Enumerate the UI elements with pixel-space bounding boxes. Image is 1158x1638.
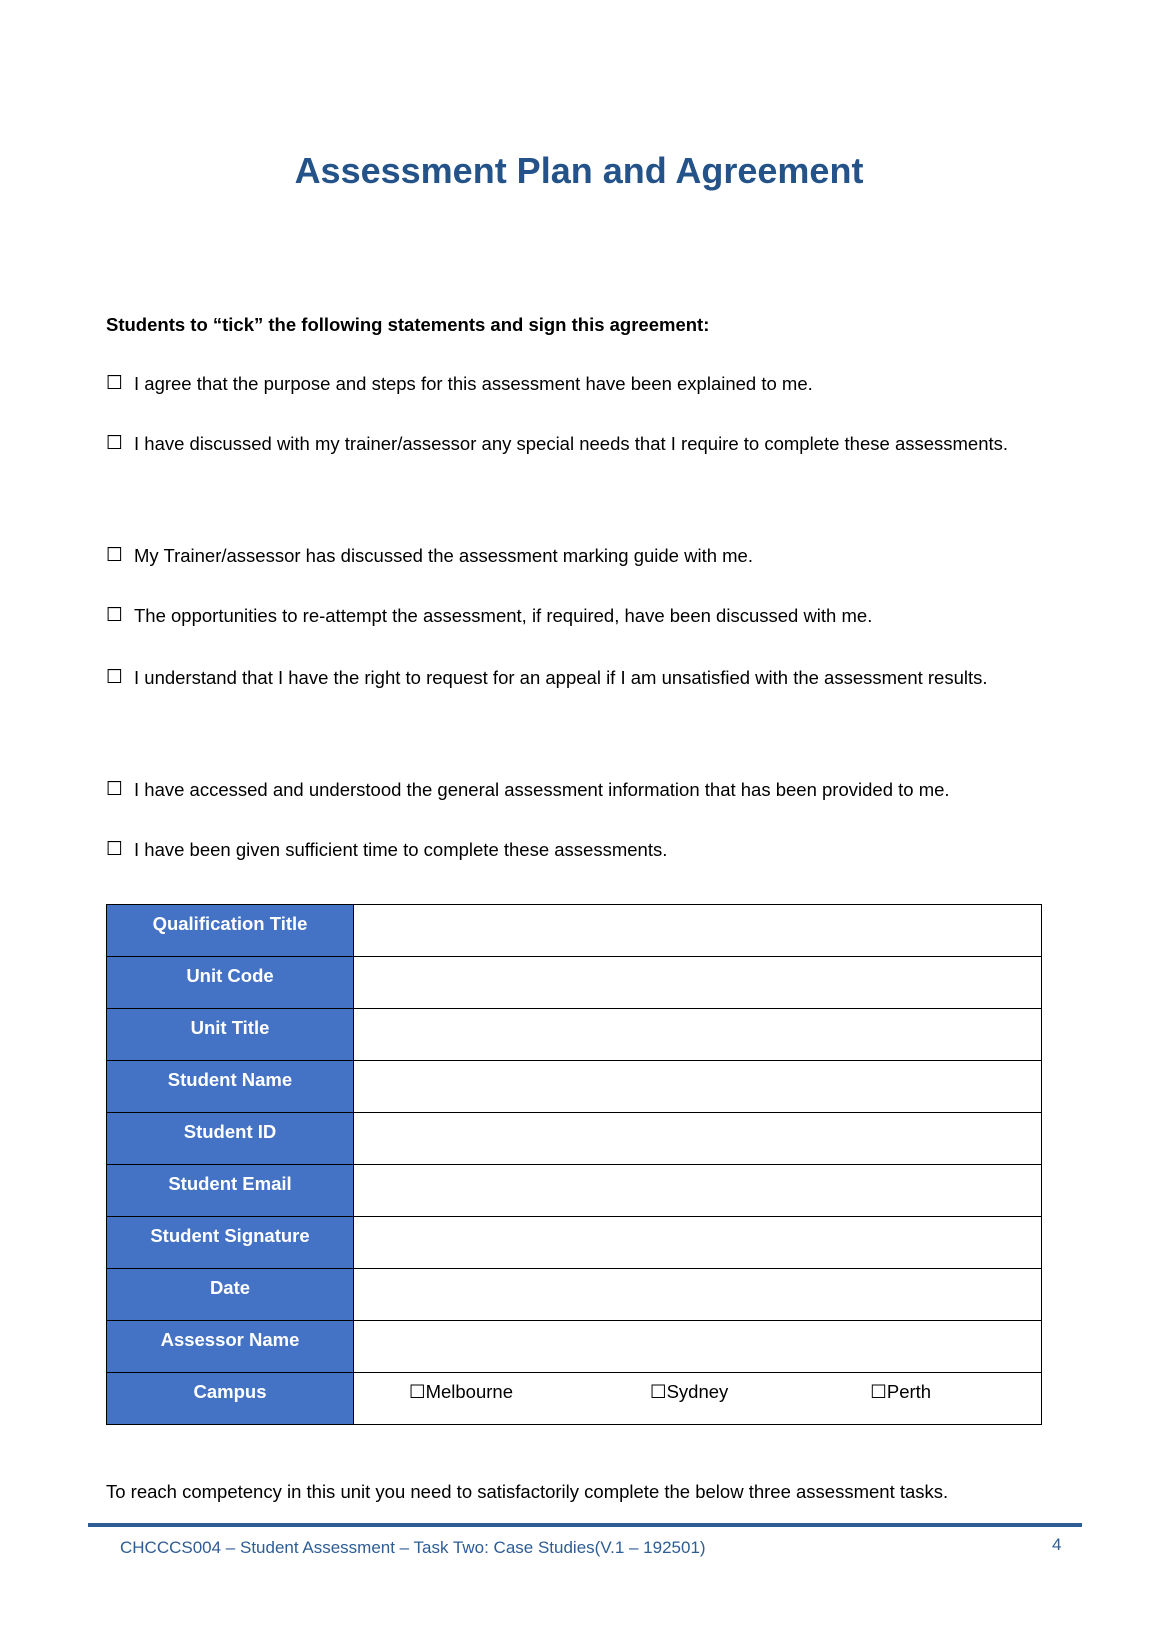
- assessor-name-label: Assessor Name: [107, 1321, 354, 1373]
- student-signature-field[interactable]: [354, 1217, 1042, 1269]
- footer-divider: [88, 1523, 1082, 1527]
- table-row: [107, 1373, 1042, 1425]
- student-signature-label: Student Signature: [107, 1217, 354, 1269]
- table-row: [107, 1217, 1042, 1269]
- checkbox[interactable]: ☐: [106, 779, 124, 800]
- campus-options: [354, 1373, 1042, 1425]
- student-email-field[interactable]: [354, 1165, 1042, 1217]
- campus-label: Campus: [107, 1373, 354, 1425]
- unit-code-field[interactable]: [354, 957, 1042, 1009]
- campus-option-sydney[interactable]: ☐Sydney: [650, 1381, 729, 1402]
- statement-text: I have discussed with my trainer/assessor any special needs that I require to complete these assessments.: [134, 433, 1009, 454]
- statement-text: The opportunities to re-attempt the assessment, if required, have been discussed with me.: [134, 605, 873, 626]
- table-row: [107, 1321, 1042, 1373]
- student-details-table: [106, 904, 1042, 1425]
- table-row: [107, 1113, 1042, 1165]
- checkbox[interactable]: ☐: [106, 545, 124, 566]
- agreement-statement: [106, 764, 1052, 816]
- table-row: [107, 1165, 1042, 1217]
- statement-text: I understand that I have the right to request for an appeal if I am unsatisfied with the assessment results.: [134, 667, 988, 688]
- student-id-field[interactable]: [354, 1113, 1042, 1165]
- unit-code-label: Unit Code: [107, 957, 354, 1009]
- date-label: Date: [107, 1269, 354, 1321]
- statement-text: My Trainer/assessor has discussed the assessment marking guide with me.: [134, 545, 753, 566]
- table-row: [107, 905, 1042, 957]
- statement-text: I have accessed and understood the general assessment information that has been provided to me.: [134, 779, 950, 800]
- unit-title-field[interactable]: [354, 1009, 1042, 1061]
- agreement-statement: [106, 652, 1052, 704]
- statement-text: I have been given sufficient time to complete these assessments.: [134, 839, 668, 860]
- campus-option-melbourne[interactable]: ☐Melbourne: [409, 1381, 513, 1402]
- agreement-statement: [106, 590, 1052, 642]
- table-row: [107, 1269, 1042, 1321]
- qualification-title-label: Qualification Title: [107, 905, 354, 957]
- competency-note: To reach competency in this unit you need to satisfactorily complete the below three assessment tasks.: [106, 1481, 949, 1502]
- unit-title-label: Unit Title: [107, 1009, 354, 1061]
- student-id-label: Student ID: [107, 1113, 354, 1165]
- footer-document-id: CHCCCS004 – Student Assessment – Task Two: Case Studies(V.1 – 192501): [120, 1538, 706, 1557]
- agreement-statement: [106, 530, 1052, 582]
- table-row: [107, 1061, 1042, 1113]
- checkbox[interactable]: ☐: [106, 839, 124, 860]
- assessor-name-field[interactable]: [354, 1321, 1042, 1373]
- agreement-instructions: Students to “tick” the following statements and sign this agreement:: [106, 314, 710, 335]
- checkbox[interactable]: ☐: [106, 667, 124, 688]
- qualification-title-field[interactable]: [354, 905, 1042, 957]
- student-email-label: Student Email: [107, 1165, 354, 1217]
- student-name-label: Student Name: [107, 1061, 354, 1113]
- checkbox[interactable]: ☐: [106, 433, 124, 454]
- student-name-field[interactable]: [354, 1061, 1042, 1113]
- table-row: [107, 957, 1042, 1009]
- agreement-statement: [106, 824, 1052, 876]
- page-title: Assessment Plan and Agreement: [294, 150, 864, 191]
- checkbox[interactable]: ☐: [106, 605, 124, 626]
- campus-option-perth[interactable]: ☐Perth: [870, 1381, 932, 1402]
- checkbox[interactable]: ☐: [106, 373, 124, 394]
- statement-text: I agree that the purpose and steps for this assessment have been explained to me.: [134, 373, 813, 394]
- date-field[interactable]: [354, 1269, 1042, 1321]
- agreement-statement: [106, 358, 1052, 410]
- agreement-statement: [106, 418, 1052, 470]
- table-row: [107, 1009, 1042, 1061]
- page-number: 4: [1052, 1535, 1062, 1554]
